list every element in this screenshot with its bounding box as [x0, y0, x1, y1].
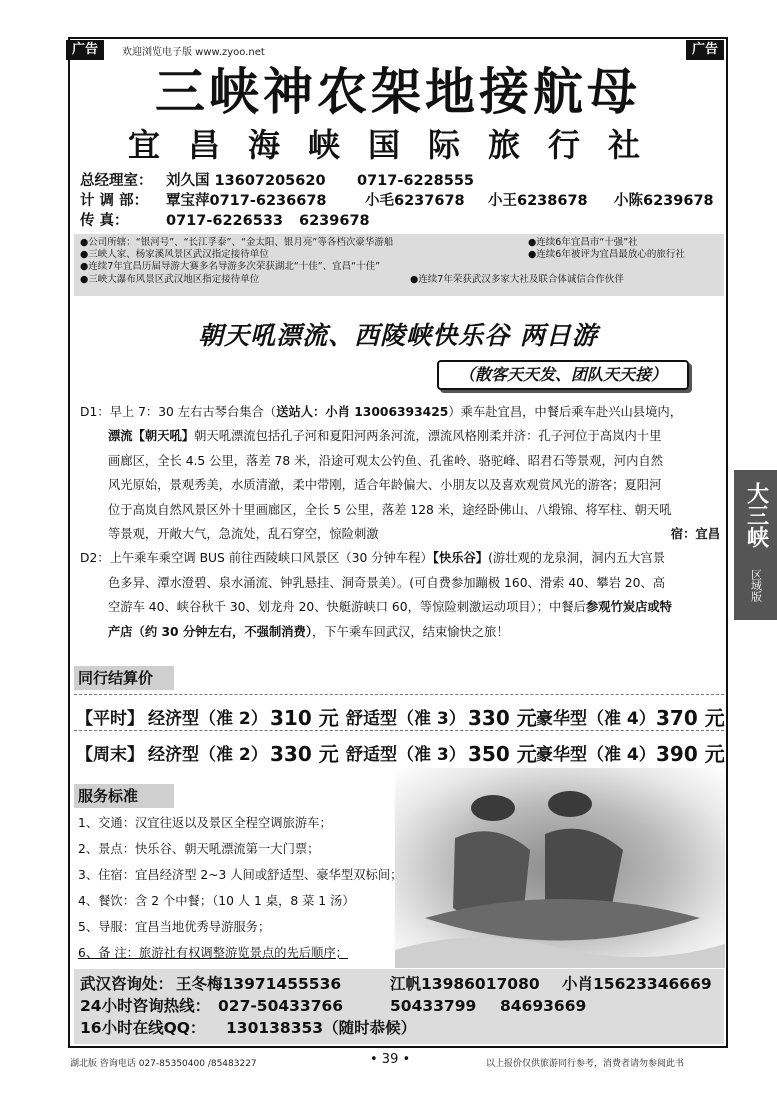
feature-item: ●连续7年宜昌历届导游大赛多名导游多次荣获湖北“十佳”、宜昌“十佳”	[80, 261, 381, 273]
dispatch-phone-3: 小王6238678	[488, 193, 588, 209]
itinerary-line: 风光原始，景观秀美，水质清澈，柔中带刚，适合年龄偏大、小朋友以及喜欢观赏风光的游客；夏阳河	[108, 478, 662, 493]
gm-tel: 0717-6228555	[357, 173, 474, 189]
dispatch-phone-1: 覃宝萍0717-6236678	[166, 193, 327, 209]
hotline-3: 84693669	[500, 997, 587, 1015]
footer-left: 湖北版 咨询电话 027-85350400 /85483227	[70, 1059, 257, 1069]
price-comfort-label: 舒适型（准 3）	[346, 745, 466, 765]
service-item: 6、备 注：旅游社有权调整游览景点的先后顺序；	[78, 946, 348, 960]
itinerary-line: 位于高岚自然风景区外十里画廊区，全长 5 公里，落差 128 米，途经卧佛山、八缎锦、将军柱、朝天吼	[108, 502, 672, 517]
service-item: 2、景点：快乐谷、朝天吼漂流第一大门票；	[78, 842, 320, 856]
side-tab	[734, 470, 777, 620]
qq-label: 16小时在线QQ：	[80, 1019, 206, 1037]
wuhan-label: 武汉咨询处：	[80, 975, 174, 993]
gm-label: 总经理室：	[80, 173, 153, 189]
side-tab-title: 大三峡	[743, 482, 769, 548]
dispatch-row	[80, 191, 730, 211]
ad-tag-left: 广告	[66, 40, 104, 60]
price-comfort-value: 330 元	[468, 706, 537, 730]
consult-box	[74, 969, 724, 1044]
itinerary-line: 画廊区，全长 4.5 公里，落差 78 米，沿途可观太公钓鱼、孔雀岭、骆驼峰、昭君石等景观，河内自然	[108, 453, 664, 468]
wuhan-phone-1: 王冬梅13971455536	[176, 975, 342, 993]
page-number: • 39 •	[370, 1052, 411, 1067]
service-heading: 服务标准	[74, 784, 174, 808]
price-lux-value: 390 元	[656, 742, 725, 766]
price-eco-value: 330 元	[270, 742, 339, 766]
fax-row	[80, 211, 730, 231]
price-eco-label: 经济型（准 2）	[148, 745, 268, 765]
agency-name: 宜昌海峡国际旅行社	[127, 126, 668, 164]
price-comfort-value: 350 元	[468, 742, 537, 766]
fax-1: 0717-6226533	[166, 213, 283, 229]
feature-item: ●连续6年宜昌市“十强”社	[528, 237, 638, 248]
itinerary	[80, 400, 720, 644]
wuhan-contact-row	[80, 973, 718, 995]
price-eco-label: 经济型（准 2）	[148, 709, 268, 729]
dispatch-phone-2: 小毛6237678	[365, 193, 465, 209]
service-list	[78, 810, 402, 966]
dispatch-phone-4: 小陈6239678	[614, 193, 714, 209]
fax-label: 传 真：	[80, 213, 129, 229]
itinerary-line: D2：上午乘车乘空调 BUS 前往西陵峡口风景区（30 分钟车程）【快乐谷】(游壮观的龙泉洞，洞内五大宫景	[80, 551, 666, 566]
price-period-label: 【平时】	[76, 709, 144, 729]
stay-location: 宿：宜昌	[670, 526, 720, 541]
price-lux-value: 370 元	[656, 706, 725, 730]
page-title: 三峡神农架地接航母	[155, 63, 641, 121]
price-eco-value: 310 元	[270, 706, 339, 730]
itinerary-line: 漂流【朝天吼】朝天吼漂流包括孔子河和夏阳河两条河流，漂流风格刚柔并济：孔子河位于高岚内十里	[108, 429, 662, 444]
hotline-1: 027-50433766	[218, 997, 344, 1015]
rafting-photo	[395, 768, 725, 968]
hotline-row	[80, 995, 718, 1017]
price-lux-label: 豪华型（准 4）	[536, 745, 656, 765]
footer-right: 以上报价仅供旅游同行参考，消费者请勿参阅此书	[486, 1059, 685, 1069]
divider	[74, 730, 724, 731]
service-item: 1、交通：汉宜往返以及景区全程空调旅游车；	[78, 816, 332, 830]
wuhan-phone-3: 小肖15623346669	[562, 975, 712, 993]
contact-block	[80, 171, 730, 231]
gm-row	[80, 171, 730, 191]
rafting-illustration	[395, 768, 725, 968]
qq-row	[80, 1017, 718, 1039]
features-box	[74, 234, 724, 296]
qq-value: 130138353（随时恭候）	[226, 1019, 417, 1037]
service-item: 3、住宿：宜昌经济型 2~3 人间或舒适型、豪华型双标间；	[78, 868, 403, 882]
itinerary-line: 色多异、潭水澄碧、泉水涌流、钟乳悬挂、洞奇景美）。(可自费参加蹦极 160、滑索 40、攀岩 20、高	[108, 575, 666, 590]
itinerary-line: 空游车 40、峡谷秋千 30、划龙舟 20、快艇游峡口 60，等惊险刺激运动项目）；中餐后参观竹炭店或特	[108, 600, 672, 615]
wuhan-phone-2: 江帆13986017080	[390, 975, 540, 993]
feature-item: ●三峡大瀑布风景区武汉地区指定接待单位	[80, 273, 260, 285]
pricing-heading: 同行结算价	[74, 666, 174, 690]
feature-item: ●公司所辖：“银河号”、“长江孚泰”、“金太阳、银月亮”等各档次豪华游船	[80, 237, 394, 248]
schedule-tag: （散客天天发、团队天天接）	[437, 360, 689, 390]
feature-item: ●三峡人家、杨家溪风景区武汉指定接待单位	[80, 249, 269, 261]
itinerary-line: 产店（约 30 分钟左右，不强制消费），下午乘车回武汉，结束愉快之旅！	[108, 624, 509, 639]
divider	[74, 694, 724, 695]
tour-title: 朝天吼漂流、西陵峡快乐谷 两日游	[198, 321, 598, 350]
itinerary-line: D1：早上 7：30 左右古琴台集合（送站人：小肖 13006393425）乘车赴宜昌，中餐后乘车赴兴山县境内，	[80, 405, 682, 419]
browse-text: 欢迎浏览电子版 www.zyoo.net	[122, 47, 265, 58]
dispatch-label: 计 调 部：	[80, 193, 149, 209]
side-tab-subtitle: 区域版	[749, 568, 763, 602]
ad-tag-right: 广告	[686, 40, 724, 60]
feature-item: ●连续6年被评为宜昌最放心的旅行社	[528, 249, 685, 261]
price-period-label: 【周末】	[76, 745, 144, 765]
service-item: 4、餐饮：含 2 个中餐；（10 人 1 桌，8 菜 1 汤）	[78, 894, 355, 908]
hotline-2: 50433799	[390, 997, 477, 1015]
itinerary-line: 等景观，开敞大气，急流处，乱石穿空，惊险刺激 宿：宜昌	[80, 522, 720, 546]
price-comfort-label: 舒适型（准 3）	[346, 709, 466, 729]
gm-phone: 刘久国 13607205620	[166, 173, 326, 189]
hotline-label: 24小时咨询热线：	[80, 997, 211, 1015]
price-lux-label: 豪华型（准 4）	[536, 709, 656, 729]
service-item: 5、导服：宜昌当地优秀导游服务；	[78, 920, 271, 934]
fax-2: 6239678	[299, 213, 370, 229]
feature-item: ●连续7年荣获武汉多家大社及联合体诚信合作伙伴	[410, 273, 624, 285]
